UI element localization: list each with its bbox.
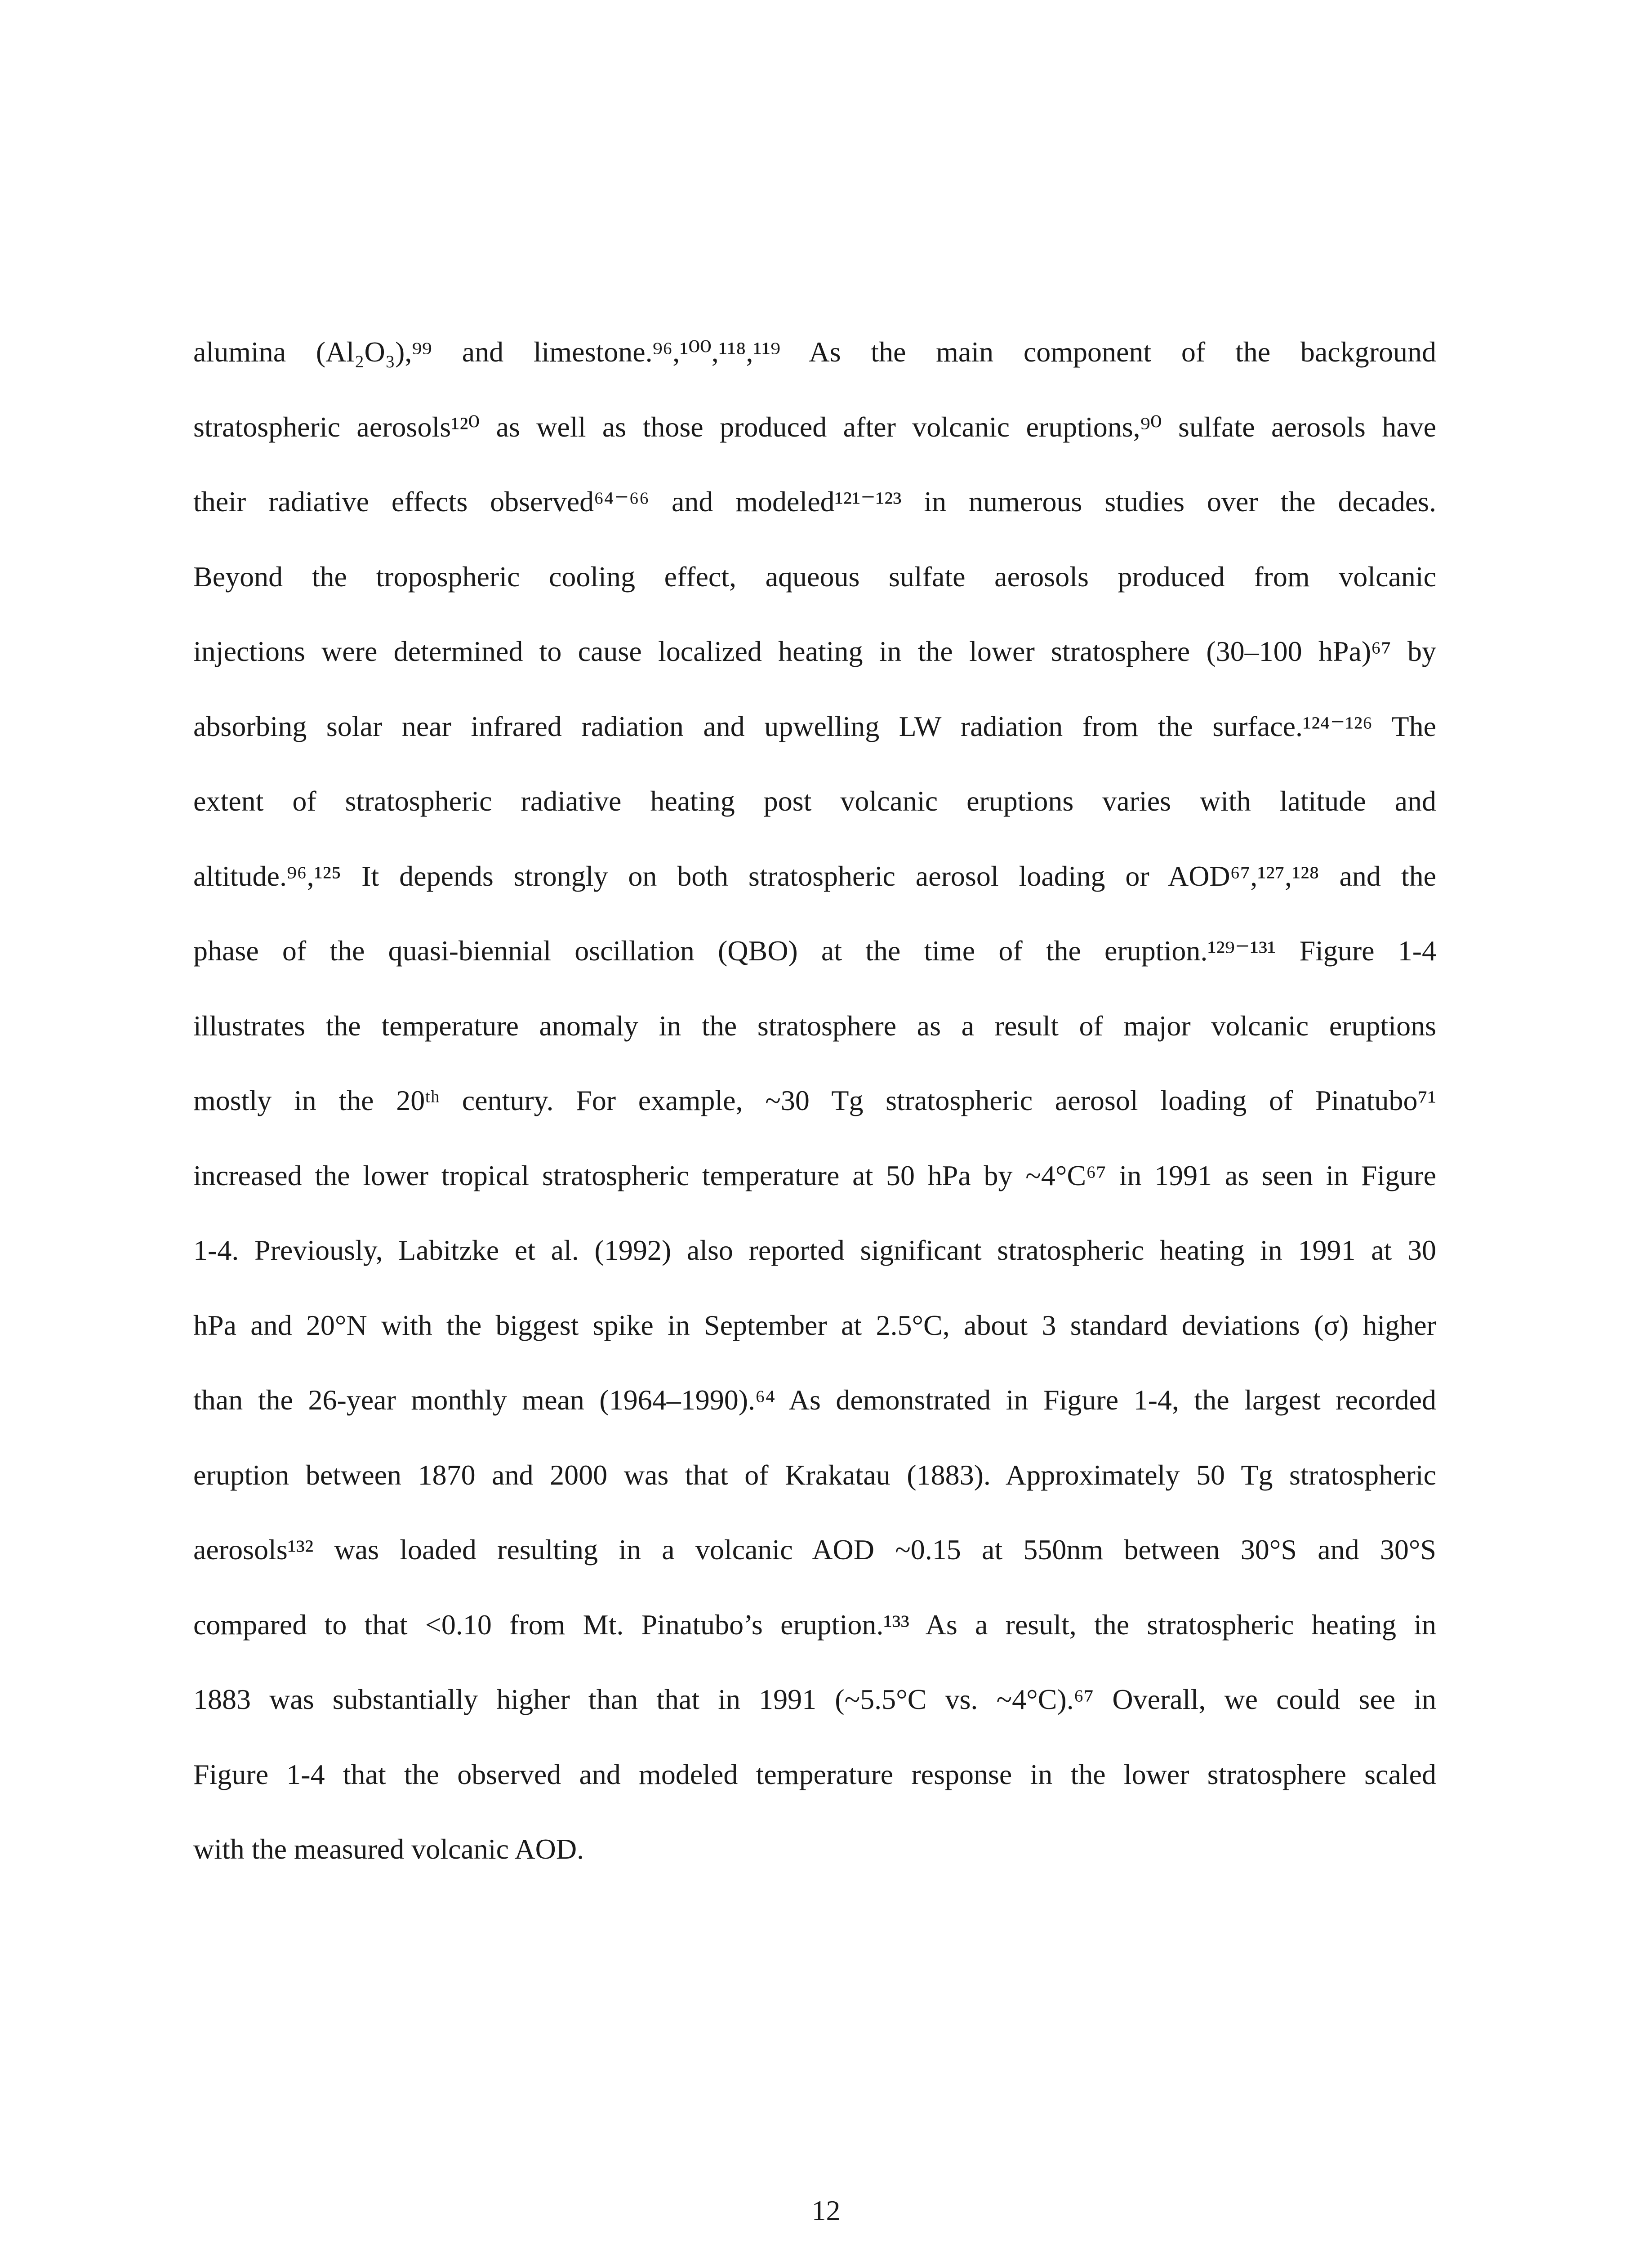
text-line: eruption between 1870 and 2000 was that of Krakatau (1883). Approximately 50 Tg stratospheric xyxy=(193,1459,1436,1491)
text-line: hPa and 20°N with the biggest spike in September at 2.5°C, about 3 standard deviations (σ) higher xyxy=(193,1309,1436,1341)
text-line: with the measured volcanic AOD. xyxy=(193,1833,584,1865)
body-paragraph xyxy=(193,315,1436,1887)
text-line: compared to that <0.10 from Mt. Pinatubo’s eruption.¹³³ As a result, the stratospheric heating in xyxy=(193,1608,1436,1641)
text-line: than the 26-year monthly mean (1964–1990).⁶⁴ As demonstrated in Figure 1-4, the largest recorded xyxy=(193,1384,1436,1416)
text-line: injections were determined to cause localized heating in the lower stratosphere (30–100 hPa)⁶⁷ by xyxy=(193,635,1436,667)
text-line: aerosols¹³² was loaded resulting in a volcanic AOD ~0.15 at 550nm between 30°S and 30°S xyxy=(193,1534,1436,1566)
text-line: extent of stratospheric radiative heating post volcanic eruptions varies with latitude and xyxy=(193,785,1436,817)
text-line: increased the lower tropical stratospheric temperature at 50 hPa by ~4°C⁶⁷ in 1991 as seen in Figure xyxy=(193,1159,1436,1191)
text-line: absorbing solar near infrared radiation and upwelling LW radiation from the surface.¹²⁴⁻¹²⁶ The xyxy=(193,710,1436,742)
text-line: stratospheric aerosols¹²⁰ as well as those produced after volcanic eruptions,⁹⁰ sulfate aerosols have xyxy=(193,410,1436,443)
page-number: 12 xyxy=(811,2194,841,2226)
text-line: 1-4. Previously, Labitzke et al. (1992) also reported significant stratospheric heating in 1991 at 30 xyxy=(193,1234,1436,1266)
text-line: alumina (Al₂O₃),⁹⁹ and limestone.⁹⁶,¹⁰⁰,¹¹⁸,¹¹⁹ As the main component of the background xyxy=(193,336,1436,368)
text-line: their radiative effects observed⁶⁴⁻⁶⁶ and modeled¹²¹⁻¹²³ in numerous studies over the decades. xyxy=(193,486,1436,517)
text-line: illustrates the temperature anomaly in the stratosphere as a result of major volcanic eruptions xyxy=(193,1009,1436,1042)
text-line: mostly in the 20ᵗʰ century. For example, ~30 Tg stratospheric aerosol loading of Pinatubo⁷¹ xyxy=(193,1084,1436,1116)
text-line: Beyond the tropospheric cooling effect, aqueous sulfate aerosols produced from volcanic xyxy=(193,560,1436,593)
text-line: Figure 1-4 that the observed and modeled temperature response in the lower stratosphere scaled xyxy=(193,1758,1436,1790)
text-line: 1883 was substantially higher than that in 1991 (~5.5°C vs. ~4°C).⁶⁷ Overall, we could see in xyxy=(193,1683,1436,1715)
text-line: altitude.⁹⁶,¹²⁵ It depends strongly on both stratospheric aerosol loading or AOD⁶⁷,¹²⁷,¹²⁸ and the xyxy=(193,860,1436,892)
text-line: phase of the quasi-biennial oscillation (QBO) at the time of the eruption.¹²⁹⁻¹³¹ Figure 1-4 xyxy=(193,935,1436,967)
